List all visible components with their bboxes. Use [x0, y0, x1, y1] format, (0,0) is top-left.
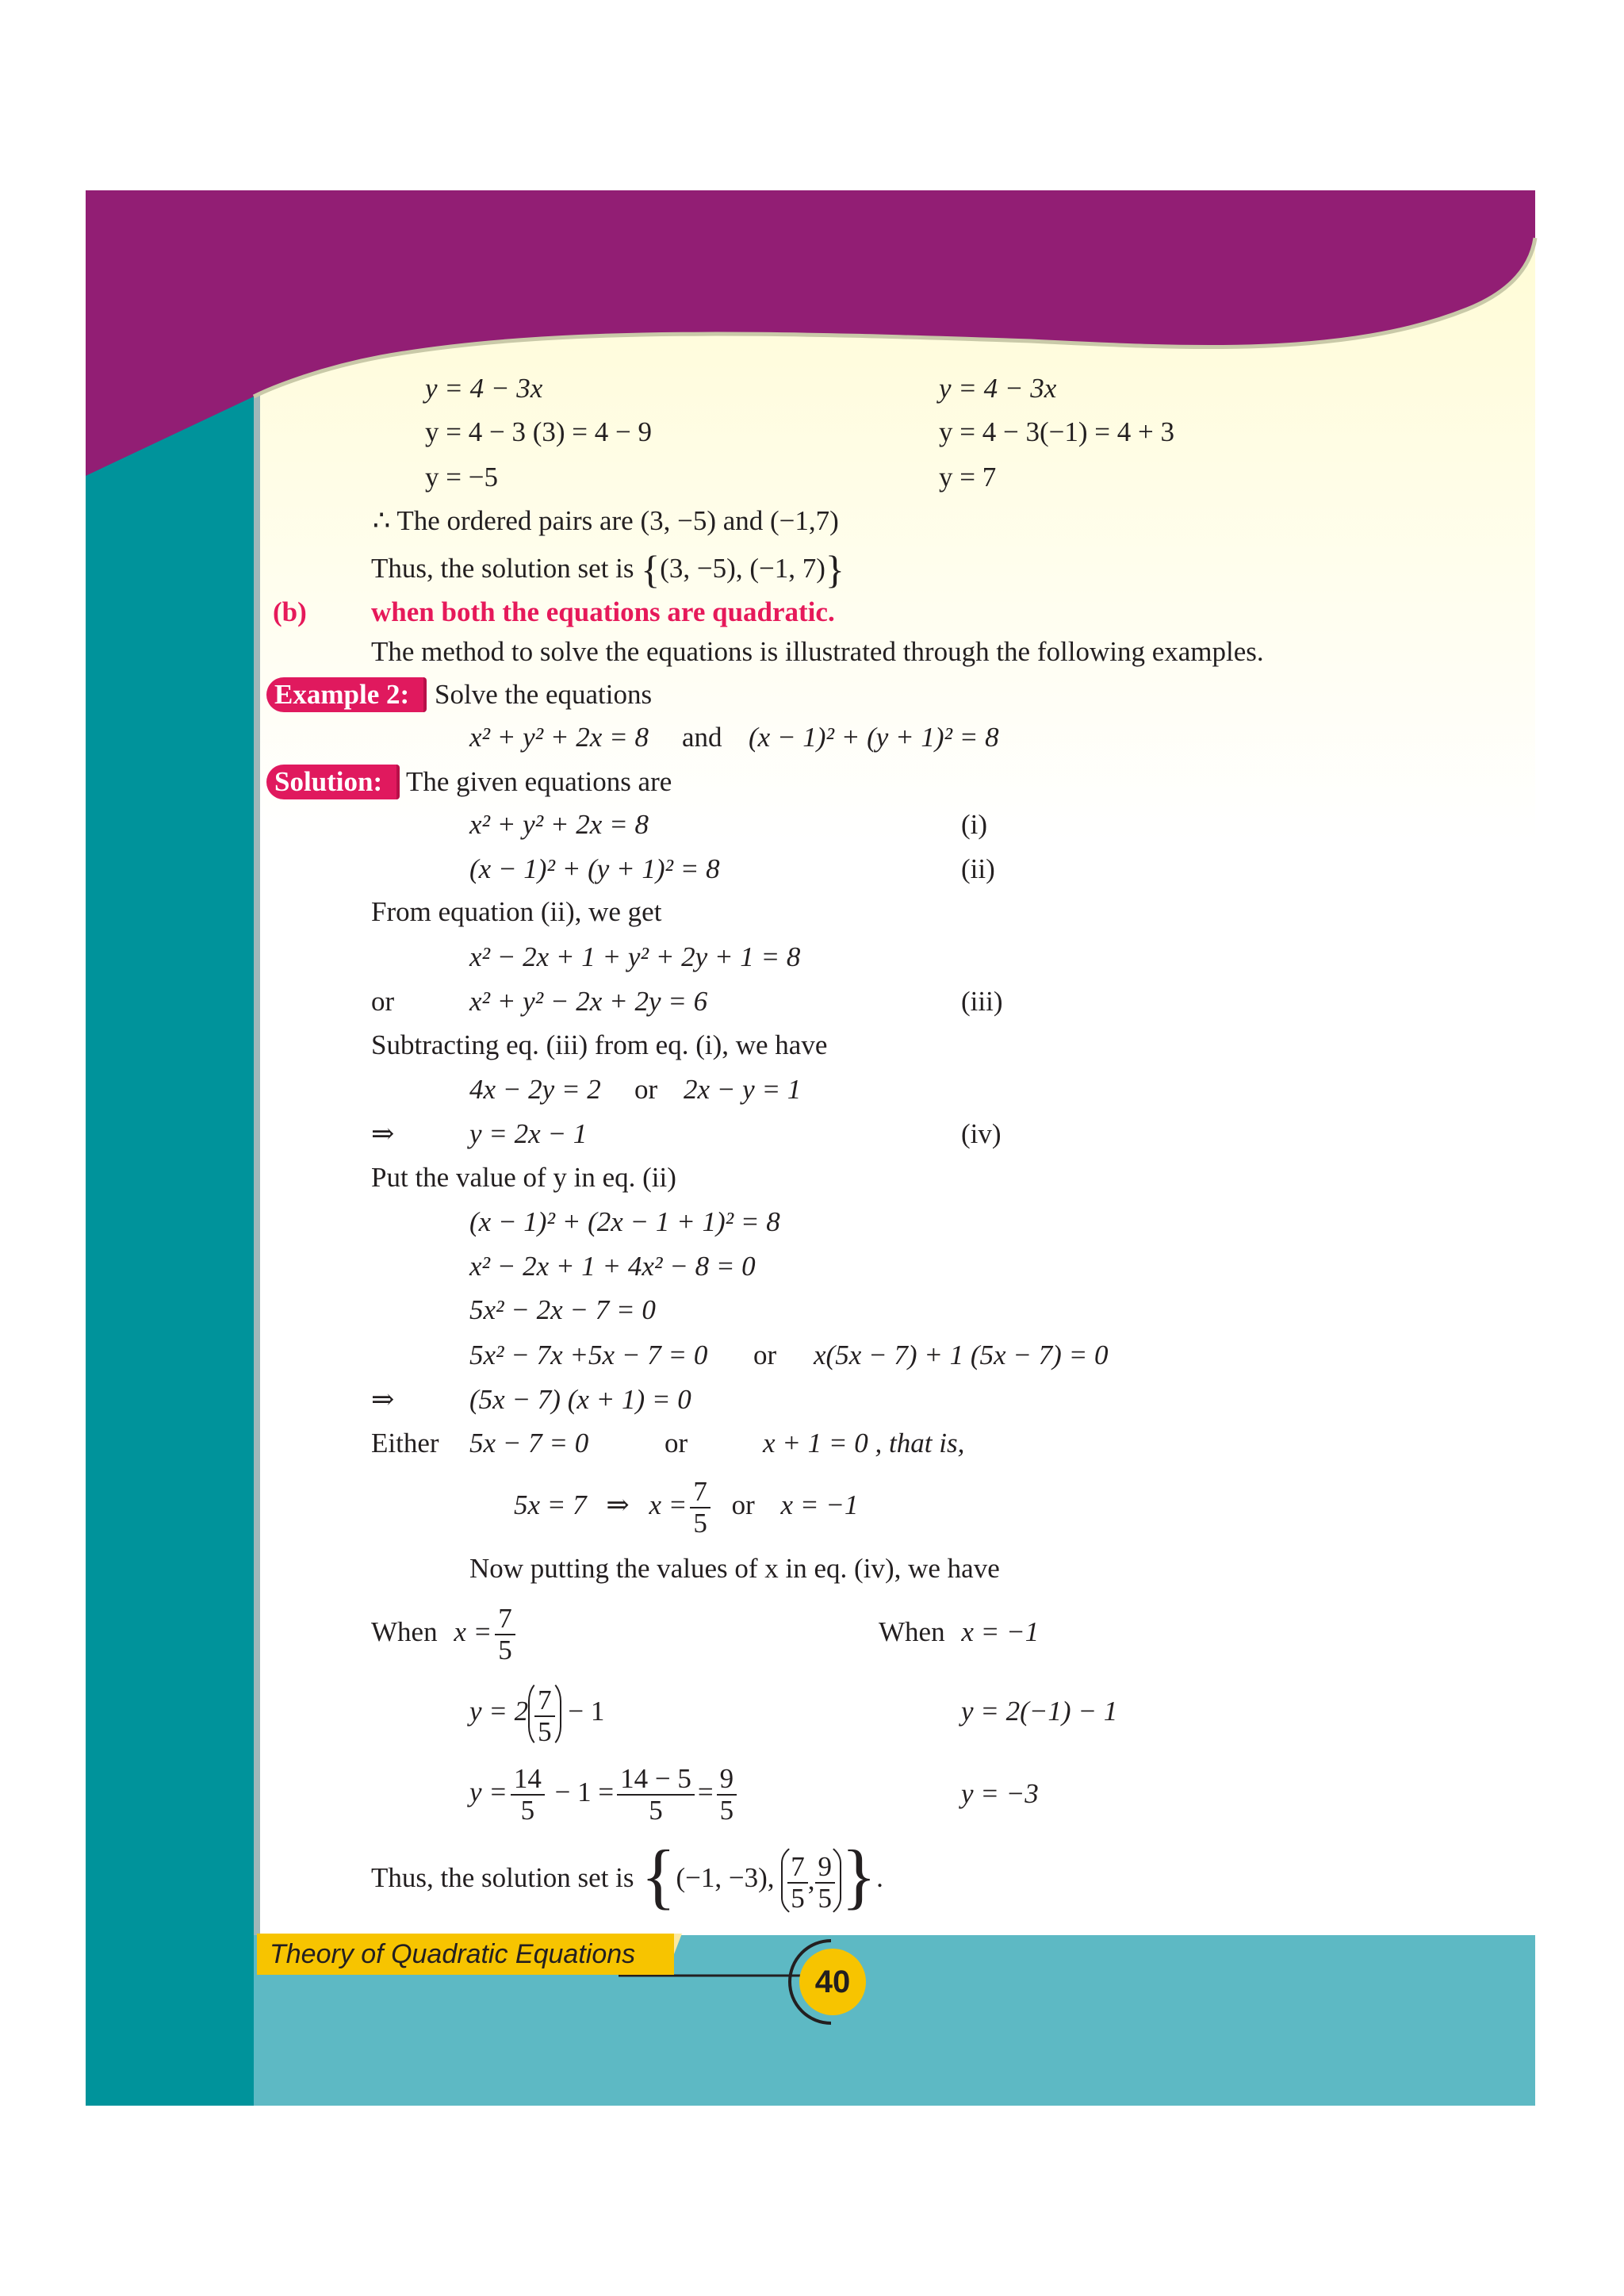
- line-y-val-b: y = 7: [939, 462, 997, 493]
- solution-text: The given equations are: [406, 766, 672, 797]
- eq-i: x² + y² + 2x = 8: [469, 809, 649, 840]
- solution-set-2-first: (−1, −3),: [676, 1862, 775, 1893]
- ordered-pairs: ∴ The ordered pairs are (3, −5) and (−1,7): [373, 505, 839, 536]
- given-eq-b: (x − 1)² + (y + 1)² = 8: [749, 722, 999, 753]
- solution-set-1-label: Thus, the solution set is: [371, 553, 642, 584]
- given-eq-a: x² + y² + 2x = 8: [469, 722, 649, 753]
- factored-eq: (5x − 7) (x + 1) = 0: [469, 1384, 691, 1415]
- implies-symbol: ⇒: [371, 1118, 395, 1149]
- either-label: Either: [371, 1428, 439, 1458]
- sub-step-3: 5x² − 2x − 7 = 0: [469, 1294, 656, 1325]
- example-badge: Example 2:: [266, 677, 427, 712]
- y-b-step-1: y = 2(−1) − 1: [961, 1696, 1118, 1727]
- root-b: x = −1: [780, 1489, 859, 1520]
- fraction-7-5-b: $\frac{7}{5}$: [495, 1604, 515, 1665]
- either-a: 5x − 7 = 0: [469, 1428, 589, 1458]
- example-text: Solve the equations: [435, 679, 653, 710]
- linear-eq-a: 4x − 2y = 2: [469, 1074, 601, 1105]
- sub-step-2: x² − 2x + 1 + 4x² − 8 = 0: [469, 1251, 756, 1282]
- line-y-eq-b: y = 4 − 3x: [939, 373, 1057, 404]
- solution-badge: Solution:: [266, 765, 400, 799]
- put-value-text: Put the value of y in eq. (ii): [371, 1162, 676, 1193]
- now-putting: Now putting the values of x in eq. (iv), we have: [469, 1553, 1000, 1584]
- eq-iv: y = 2x − 1: [469, 1118, 588, 1149]
- when-b-line: [879, 1615, 1039, 1650]
- root-arrow: ⇒: [606, 1489, 630, 1520]
- tag-i: (i): [961, 809, 988, 840]
- parenthesized-fraction: $\frac{7}{5}$: [528, 1679, 561, 1749]
- sub-step-1: (x − 1)² + (2x − 1 + 1)² = 8: [469, 1206, 780, 1237]
- page-number: 40: [799, 1949, 866, 2015]
- sub-step-4-or: or: [753, 1340, 777, 1370]
- section-b-title: when both the equations are quadratic.: [371, 596, 835, 627]
- line-y-sub-a: y = 4 − 3 (3) = 4 − 9: [425, 416, 653, 447]
- tag-ii: (ii): [961, 853, 995, 884]
- eq-iii: x² + y² − 2x + 2y = 6: [469, 986, 708, 1017]
- sub-step-4b: x(5x − 7) + 1 (5x − 7) = 0: [814, 1340, 1109, 1370]
- when-b-x: x = −1: [961, 1616, 1040, 1647]
- y-a-step-1: y = 2 $\frac{7}{5}$ − 1: [469, 1678, 604, 1749]
- root-x: x =: [649, 1489, 688, 1520]
- given-and: and: [682, 722, 722, 753]
- sidebar-edge: [254, 365, 260, 1951]
- solution-set-2-label: Thus, the solution set is: [371, 1862, 642, 1893]
- line-y-sub-b: y = 4 − 3(−1) = 4 + 3: [939, 416, 1175, 447]
- when-a-line: [371, 1599, 519, 1665]
- either-b: x + 1 = 0 , that is,: [763, 1428, 965, 1458]
- root-a: 5x = 7: [514, 1489, 587, 1520]
- chapter-title: Theory of Quadratic Equations: [257, 1934, 674, 1975]
- line-y-val-a: y = −5: [425, 462, 498, 493]
- implies-symbol-2: ⇒: [371, 1384, 395, 1415]
- expanded-eq: x² − 2x + 1 + y² + 2y + 1 = 8: [469, 941, 801, 972]
- solution-set-1: Thus, the solution set is {(3, −5), (−1, 7)}: [371, 546, 845, 592]
- when-b-label: When: [879, 1616, 945, 1647]
- y-a-step-2: y = $\frac{14}{5}$ − 1 = $\frac{14 - 5}{5}$ = $\frac{9}{5}$: [469, 1759, 740, 1826]
- when-a-label: When: [371, 1616, 438, 1647]
- either-or: or: [665, 1428, 688, 1458]
- method-text: The method to solve the equations is illustrated through the following examples.: [371, 636, 1264, 667]
- linear-eq-b: 2x − y = 1: [684, 1074, 802, 1105]
- solution-set-2-pair: $\frac{7}{5}$ , $\frac{9}{5}$: [781, 1841, 841, 1920]
- y-b-step-2: y = −3: [961, 1778, 1039, 1809]
- sidebar-band: [86, 190, 254, 2106]
- root-line: [514, 1472, 858, 1539]
- root-or: or: [731, 1489, 755, 1520]
- eq-ii: (x − 1)² + (y + 1)² = 8: [469, 853, 720, 884]
- sub-step-4a: 5x² − 7x +5x − 7 = 0: [469, 1340, 708, 1370]
- when-a-x: x =: [454, 1616, 492, 1647]
- tag-iv: (iv): [961, 1118, 1002, 1149]
- line-y-eq-a: y = 4 − 3x: [425, 373, 543, 404]
- from-equation: From equation (ii), we get: [371, 896, 662, 927]
- solution-set-1-value: (3, −5), (−1, 7): [660, 553, 825, 584]
- fraction-7-5: $\frac{7}{5}$: [690, 1477, 710, 1539]
- linear-or: or: [634, 1074, 658, 1105]
- solution-set-2: Thus, the solution set is {(−1, −3), $\frac{7}{5}$ , $\frac{9}{5}$ }.: [371, 1840, 883, 1920]
- tag-iii: (iii): [961, 986, 1003, 1017]
- section-b-label: (b): [273, 596, 307, 627]
- or-label: or: [371, 986, 395, 1017]
- subtract-text: Subtracting eq. (iii) from eq. (i), we have: [371, 1029, 828, 1060]
